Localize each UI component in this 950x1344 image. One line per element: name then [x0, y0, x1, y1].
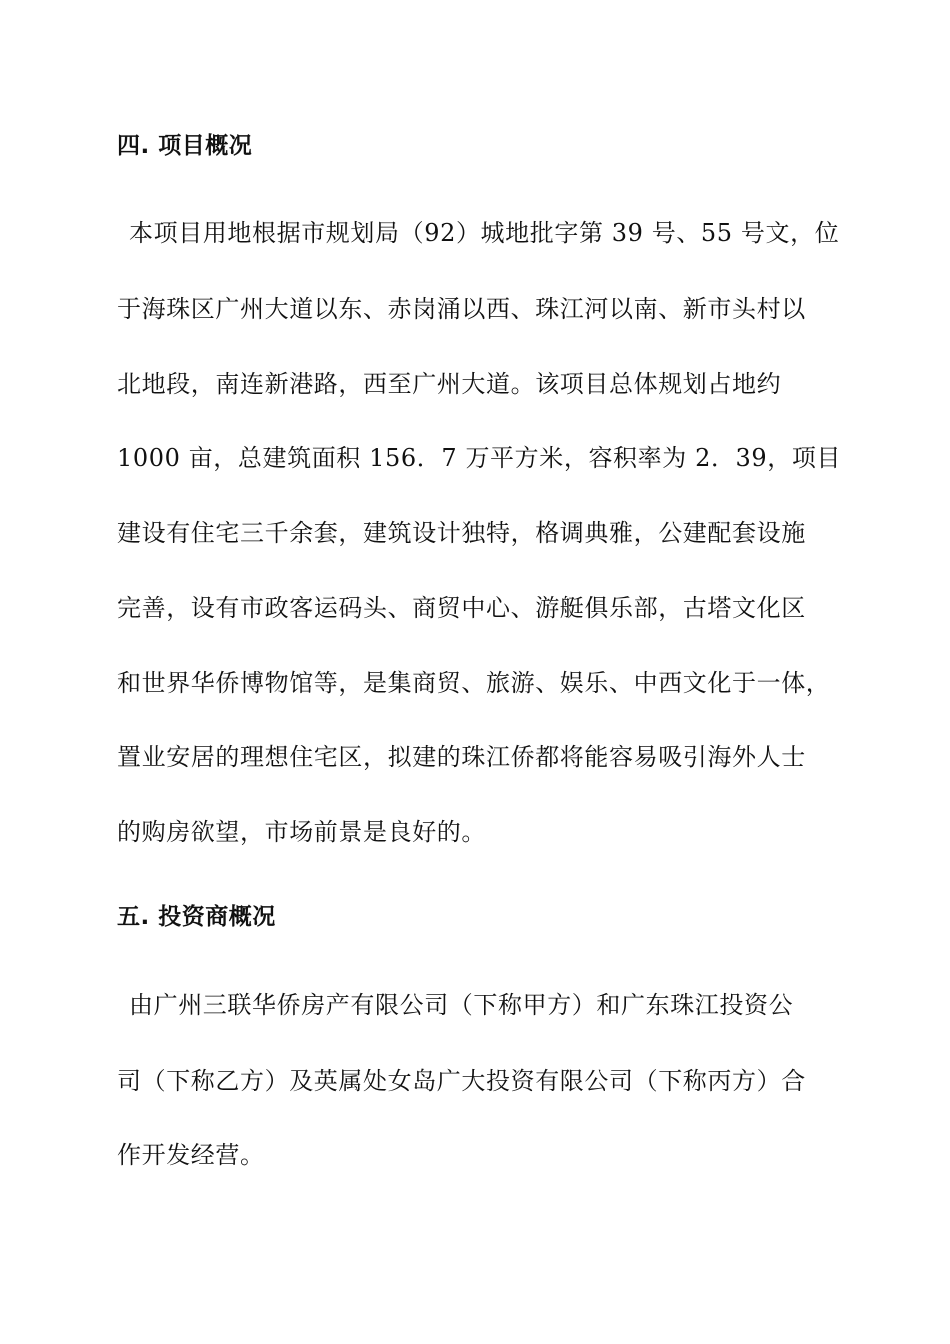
paragraph-line: 北地段，南连新港路，西至广州大道。该项目总体规划占地约	[117, 370, 782, 398]
paragraph-line: 1000 亩，总建筑面积 156．7 万平方米，容积率为 2．39，项目	[117, 444, 842, 472]
paragraph-line: 由广州三联华侨房产有限公司（下称甲方）和广东珠江投资公	[129, 991, 794, 1019]
paragraph-line: 作开发经营。	[117, 1141, 265, 1169]
paragraph-line: 于海珠区广州大道以东、赤岗涌以西、珠江河以南、新市头村以	[117, 295, 806, 323]
paragraph-line: 司（下称乙方）及英属处女岛广大投资有限公司（下称丙方）合	[117, 1067, 806, 1095]
paragraph-line: 的购房欲望，市场前景是良好的。	[117, 818, 486, 846]
paragraph-line: 建设有住宅三千余套，建筑设计独特，格调典雅，公建配套设施	[117, 519, 806, 547]
section-heading-project-overview: 四. 项目概况	[117, 133, 253, 159]
section-heading-investor-overview: 五. 投资商概况	[117, 904, 276, 930]
paragraph-line: 本项目用地根据市规划局（92）城地批字第 39 号、55 号文，位	[129, 219, 840, 247]
paragraph-line: 完善，设有市政客运码头、商贸中心、游艇俱乐部，古塔文化区	[117, 594, 806, 622]
paragraph-line: 和世界华侨博物馆等，是集商贸、旅游、娱乐、中西文化于一体，	[117, 669, 831, 697]
paragraph-line: 置业安居的理想住宅区，拟建的珠江侨都将能容易吸引海外人士	[117, 743, 806, 771]
